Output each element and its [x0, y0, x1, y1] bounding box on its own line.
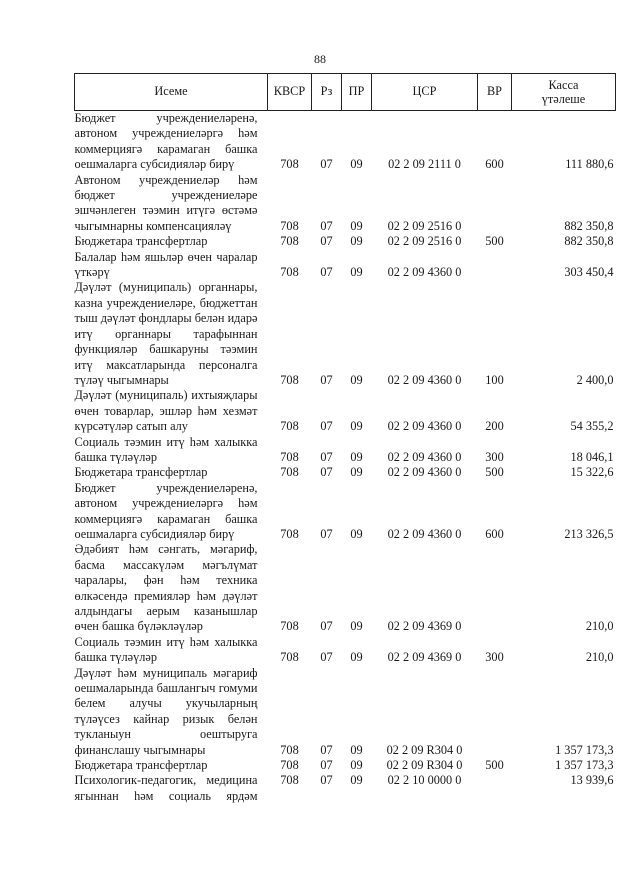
cell-kvsr: 708: [280, 758, 299, 773]
cell-rz: 07: [320, 265, 333, 280]
header-name: Исеме: [75, 74, 268, 111]
cell-rz: 07: [320, 526, 333, 541]
cell-name: Социаль тәэмин итү һәм халыкка башка түләүләр: [74, 634, 258, 665]
cell-vr: 200: [485, 419, 504, 434]
cell-rz: 07: [320, 449, 333, 464]
cell-kvsr: 708: [280, 465, 299, 480]
header-kassa: [512, 74, 616, 111]
cell-name: Автоном учреждениеләр һәм бюджет учреждениеләре эшчәнлеген тәэмин итүгә өстәмә чыгымнарны компенсацияләү: [74, 172, 258, 233]
budget-table: [74, 73, 616, 804]
cell-sum: 15 322,6: [570, 465, 614, 480]
cell-pr: 09: [350, 449, 363, 464]
table-row: [75, 111, 616, 173]
cell-csr: 02 2 09 4360 0: [387, 372, 462, 387]
table-row: [75, 173, 616, 235]
cell-pr: 09: [350, 650, 363, 665]
cell-name: Психологик-педагогик, медицина ягыннан һәм социаль ярдәм: [74, 773, 258, 803]
cell-vr: 100: [485, 372, 504, 387]
table-row: [75, 758, 616, 773]
cell-kvsr: 708: [280, 619, 299, 634]
cell-pr: 09: [350, 742, 363, 757]
cell-csr: 02 2 09 4360 0: [387, 265, 462, 280]
cell-pr: 09: [350, 465, 363, 480]
table-row: [75, 542, 616, 634]
cell-pr: 09: [350, 773, 363, 788]
cell-pr: 09: [350, 372, 363, 387]
cell-sum: 18 046,1: [570, 449, 614, 464]
header-csr: ЦСР: [372, 74, 478, 111]
cell-kvsr: 708: [280, 234, 299, 249]
header-kassa-line2: үтәлеше: [541, 92, 586, 106]
cell-pr: 09: [350, 157, 363, 172]
cell-csr: 02 2 10 0000 0: [387, 773, 462, 788]
table-row: [75, 435, 616, 466]
cell-kvsr: 708: [280, 449, 299, 464]
header-vr: ВР: [478, 74, 512, 111]
cell-rz: 07: [320, 372, 333, 387]
cell-vr: 600: [485, 526, 504, 541]
table-header-row: [75, 74, 616, 111]
header-pr: ПР: [342, 74, 372, 111]
cell-sum: 111 880,6: [565, 157, 614, 172]
table-row: [75, 388, 616, 434]
table-row: [75, 280, 616, 388]
cell-vr: [478, 542, 512, 634]
cell-vr: 300: [485, 650, 504, 665]
cell-kvsr: 708: [280, 773, 299, 788]
cell-name: Дәүләт һәм муниципаль мәгариф оешмаларында башлангыч гомуми белем алучы укучыларның түләүсез кайнар ризык белән тукланыун оештыруга финанслашу чыгымнары: [74, 665, 258, 757]
page-number: 88: [314, 52, 326, 66]
table-row: [75, 635, 616, 666]
cell-csr: 02 2 09 2516 0: [387, 234, 462, 249]
cell-name: Бюджет учреждениеләренә, автоном учреждениеләргә һәм коммерциягә карамаган башка оешмаларга субсидияләр бирү: [74, 111, 258, 172]
cell-name: Әдәбият һәм сәнгать, мәгариф, басма массакүләм мәгълүмат чаралары, фән һәм техника өлкәсендә премияләр һәм дәүләт алдындагы аерым казанышлар өчен башка бүләкләүләр: [74, 542, 258, 634]
cell-csr: 02 2 09 4360 0: [387, 465, 462, 480]
cell-vr: [478, 666, 512, 758]
cell-rz: 07: [320, 619, 333, 634]
cell-vr: 500: [485, 465, 504, 480]
cell-name: Социаль тәэмин итү һәм халыкка башка түләүләр: [74, 434, 258, 464]
cell-kvsr: 708: [280, 218, 299, 233]
cell-pr: 09: [350, 234, 363, 249]
cell-vr: 500: [485, 758, 504, 773]
cell-vr: [478, 173, 512, 235]
cell-vr: 300: [485, 449, 504, 464]
cell-name: Бюджетара трансфертлар: [74, 465, 208, 480]
cell-kvsr: 708: [280, 742, 299, 757]
cell-rz: 07: [320, 234, 333, 249]
cell-pr: 09: [350, 526, 363, 541]
cell-sum: 13 939,6: [570, 773, 614, 788]
cell-name: Дәүләт (муниципаль) ихтыяҗлары өчен товарлар, эшләр һәм хезмәт күрсәтүләр сатып алу: [74, 388, 258, 434]
cell-kvsr: 708: [280, 265, 299, 280]
cell-csr: 02 2 09 2111 0: [388, 157, 461, 172]
cell-pr: 09: [350, 218, 363, 233]
cell-kvsr: 708: [280, 157, 299, 172]
cell-sum: 210,0: [585, 619, 614, 634]
cell-csr: 02 2 09 4360 0: [387, 526, 462, 541]
cell-name: Бюджетара трансфертлар: [74, 234, 208, 249]
cell-csr: 02 2 09 2516 0: [387, 218, 462, 233]
header-kvsr: КВСР: [268, 74, 312, 111]
cell-rz: 07: [320, 758, 333, 773]
cell-name: Дәүләт (муниципаль) органнары, казна учреждениеләре, бюджеттан тыш дәүләт фондлары белән идарә итү органнары тарафыннан функцияләр башкаруны тәэмин итү максатларында персоналга түләү чыгымнары: [74, 280, 258, 387]
cell-sum: 54 355,2: [570, 419, 614, 434]
cell-sum: 882 350,8: [564, 234, 614, 249]
cell-csr: 02 2 09 4360 0: [387, 449, 462, 464]
cell-csr: 02 2 09 4369 0: [387, 619, 462, 634]
cell-csr: 02 2 09 R304 0: [386, 758, 463, 773]
cell-sum: 213 326,5: [564, 526, 614, 541]
cell-kvsr: 708: [280, 372, 299, 387]
cell-rz: 07: [320, 465, 333, 480]
cell-sum: 210,0: [585, 650, 614, 665]
cell-csr: 02 2 09 R304 0: [386, 742, 463, 757]
cell-kvsr: 708: [280, 650, 299, 665]
cell-pr: 09: [350, 758, 363, 773]
cell-rz: 07: [320, 218, 333, 233]
cell-pr: 09: [350, 619, 363, 634]
cell-rz: 07: [320, 650, 333, 665]
cell-sum: 1 357 173,3: [555, 758, 614, 773]
cell-name: Балалар һәм яшьләр өчен чаралар үткәрү: [74, 249, 258, 280]
table-row: [75, 465, 616, 480]
cell-vr: [478, 773, 512, 804]
cell-sum: 303 450,4: [564, 265, 614, 280]
cell-pr: 09: [350, 419, 363, 434]
cell-csr: 02 2 09 4369 0: [387, 650, 462, 665]
cell-rz: 07: [320, 157, 333, 172]
table-row: [75, 250, 616, 281]
cell-rz: 07: [320, 742, 333, 757]
cell-csr: 02 2 09 4360 0: [387, 419, 462, 434]
cell-name: Бюджет учреждениеләренә, автоном учреждениеләргә һәм коммерциягә карамаган башка оешмаларга субсидияләр бирү: [74, 480, 258, 541]
cell-kvsr: 708: [280, 526, 299, 541]
cell-vr: 600: [485, 157, 504, 172]
cell-vr: 500: [485, 234, 504, 249]
table-row: [75, 773, 616, 804]
table-row: [75, 234, 616, 249]
cell-rz: 07: [320, 773, 333, 788]
cell-sum: 2 400,0: [576, 372, 614, 387]
table-row: [75, 481, 616, 543]
cell-sum: 1 357 173,3: [555, 742, 614, 757]
cell-sum: 882 350,8: [564, 218, 614, 233]
cell-pr: 09: [350, 265, 363, 280]
cell-rz: 07: [320, 419, 333, 434]
header-rz: Рз: [312, 74, 342, 111]
header-kassa-line1: Касса: [548, 78, 579, 92]
cell-name: Бюджетара трансфертлар: [74, 758, 208, 773]
table-row: [75, 666, 616, 758]
cell-vr: [478, 250, 512, 281]
cell-kvsr: 708: [280, 419, 299, 434]
